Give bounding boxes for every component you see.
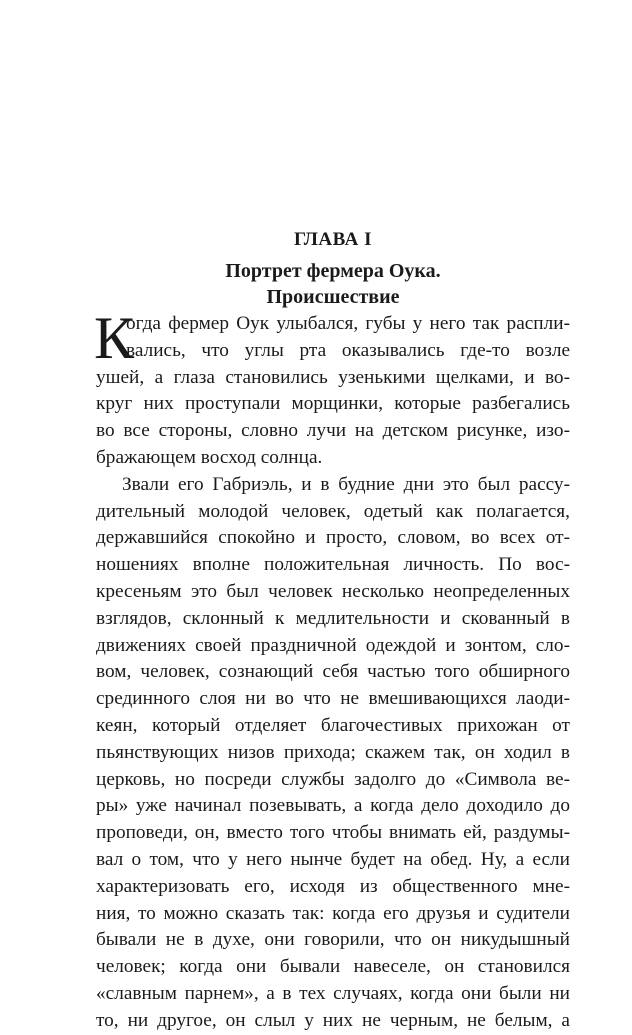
text-line: ношениях вполне положительная личность. По вос- (96, 554, 570, 576)
text-line: ния, то можно сказать так: когда его друзья и судители (96, 902, 570, 924)
text-line: вались, что углы рта оказывались где-то возле (126, 339, 570, 361)
chapter-title-line-2: Происшествие (266, 286, 400, 308)
text-line: круг них проступали морщинки, которые разбегались (96, 393, 570, 415)
chapter-title-line-1: Портрет фермера Оука. (225, 260, 441, 282)
text-line: взглядов, склонный к медлительности и скованный в (96, 607, 570, 629)
text-line: «славным парнем», а в тех случаях, когда они были ни (96, 982, 570, 1004)
book-page (94, 0, 570, 1031)
paragraph-2 (96, 472, 570, 1035)
text-line: ушей, а глаза становились узенькими щелками, и во- (96, 366, 570, 388)
text-line: кеян, который отделяет благочестивых прихожан от (96, 714, 570, 736)
text-line: ры» уже начинал позевывать, а когда дело доходило до (96, 795, 570, 817)
text-line: бражающем восход солнца. (96, 446, 323, 468)
text-line: кресеньям это был человек несколько неопределенных (96, 580, 570, 602)
text-line: пьянствующих низов прихода; скажем так, он ходил в (96, 741, 570, 763)
text-line: бывали не в духе, они говорили, что он никудышный (96, 929, 570, 951)
paragraph-1 (94, 305, 570, 472)
text-line: характеризовать его, исходя из общественного мне- (96, 875, 570, 897)
text-line: во все стороны, словно лучи на детском рисунке, изо- (96, 420, 570, 442)
text-line: вал о том, что у него нынче будет на обед. Ну, а если (96, 848, 570, 870)
text-line: Звали его Габриэль, и в будние дни это был рассу- (122, 473, 570, 495)
text-line: движениях своей праздничной одеждой и зонтом, сло- (96, 634, 570, 656)
chapter-title (96, 258, 570, 310)
body-text (94, 305, 570, 1035)
text-line: державшийся спокойно и просто, словом, во всех от- (96, 527, 570, 549)
text-line: срединного слоя ни во что не вмешивающихся лаоди- (96, 688, 570, 710)
text-line: огда фермер Оук улыбался, губы у него так распли- (126, 313, 570, 334)
text-line: человек; когда они бывали навеселе, он становился (96, 956, 570, 978)
chapter-label: ГЛАВА I (294, 229, 372, 250)
text-line: проповеди, он, вместо того чтобы внимать ей, раздумы- (96, 822, 570, 844)
text-line: дительный молодой человек, одетый как полагается, (96, 500, 570, 522)
drop-cap: К (94, 305, 135, 371)
text-line: церковь, но посреди службы задолго до «Символа ве- (96, 768, 570, 790)
text-line: вом, человек, сознающий себя частью того обширного (96, 661, 570, 683)
text-line: то, ни другое, он слыл у них не черным, не белым, а (96, 1009, 570, 1031)
